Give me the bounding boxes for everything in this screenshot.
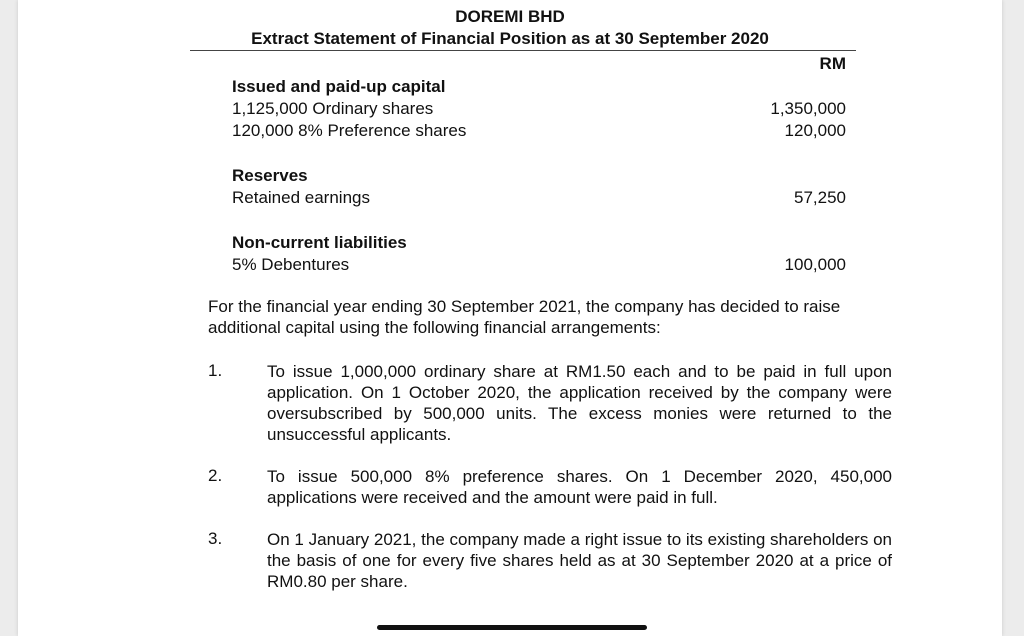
home-indicator-bar[interactable] [377, 625, 647, 630]
reserves-row-amount: 57,250 [794, 188, 846, 207]
liabilities-row-label: 5% Debentures [232, 255, 350, 274]
intro-paragraph: For the financial year ending 30 September 2021, the company has decided to raise additional capital using the following financial arrangements: [208, 297, 841, 337]
item-text: On 1 January 2021, the company made a right issue to its existing shareholders on the basis of one for every five shares held as at 30 September 2020 at a price of RM0.80 per share. [267, 530, 892, 591]
capital-row-label: 120,000 8% Preference shares [232, 121, 467, 140]
capital-row-amount: 120,000 [784, 121, 846, 140]
reserves-heading: Reserves [232, 166, 308, 185]
capital-heading: Issued and paid-up capital [232, 77, 446, 96]
capital-row-label: 1,125,000 Ordinary shares [232, 99, 434, 118]
item-number: 1. [208, 361, 223, 380]
capital-row-amount: 1,350,000 [770, 99, 846, 118]
statement-title: Extract Statement of Financial Position as at 30 September 2020 [251, 29, 769, 48]
item-number: 3. [208, 529, 223, 548]
item-text: To issue 500,000 8% preference shares. On 1 December 2020, 450,000 applications were received and the amount were paid in full. [267, 467, 892, 507]
item-number: 2. [208, 466, 223, 485]
liabilities-heading: Non-current liabilities [232, 233, 407, 252]
document-page [18, 0, 1002, 636]
title-underline [190, 50, 856, 51]
item-text: To issue 1,000,000 ordinary share at RM1.50 each and to be paid in full upon application. On 1 October 2020, the application received by the company were oversubscribed by 500,000 units. The excess monies were returned to the unsuccessful applicants. [267, 362, 892, 444]
reserves-row-label: Retained earnings [232, 188, 370, 207]
liabilities-row-amount: 100,000 [784, 255, 846, 274]
currency-header: RM [819, 54, 846, 73]
company-name: DOREMI BHD [455, 7, 565, 26]
